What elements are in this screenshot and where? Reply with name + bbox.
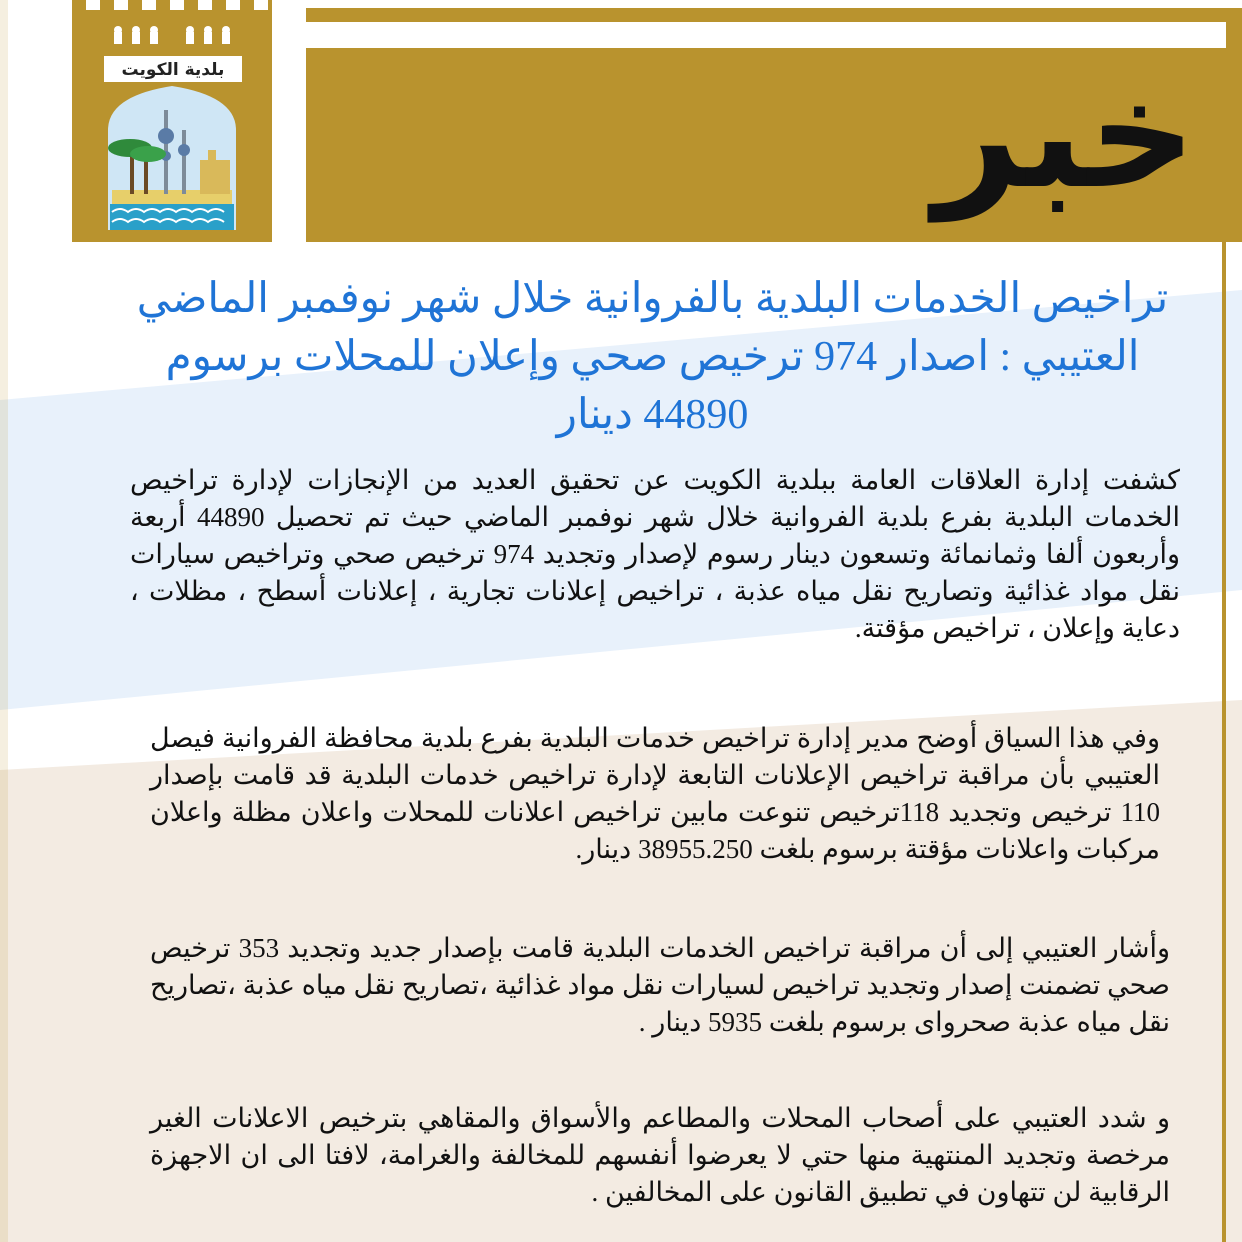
kuwait-municipality-logo [72,0,272,242]
gold-right-rule [1222,242,1226,1242]
body-paragraph-2: وفي هذا السياق أوضح مدير إدارة تراخيص خدمات البلدية بفرع بلدية محافظة الفروانية فيصل العتيبي بأن مراقبة تراخيص الإعلانات التابعة لإدارة تراخيص خدمات البلدية قد قامت بإصدار 110 ترخيص وتجديد 118ترخيص تنوعت مابين تراخيص اعلانات للمحلات واعلان مظلة واعلان مركبات واعلانات مؤقتة برسوم بلغت 38955.250 دينار. [150,723,1161,864]
gold-right-stripe [1226,8,1242,242]
headline-line-1: تراخيص الخدمات البلدية بالفروانية خلال شهر نوفمبر الماضي [136,276,1169,322]
body-paragraph-3: وأشار العتيبي إلى أن مراقبة تراخيص الخدمات البلدية قامت بإصدار جديد وتجديد 353 ترخيص صحي تضمنت إصدار وتجديد تراخيص لسيارات نقل مواد غذائية ،تصاريح نقل مياه عذبة ،تصاريح نقل مياه عذبة صحرواى برسوم بلغت 5935 دينار . [150,933,1171,1037]
gold-left-rule [0,0,8,1242]
logo-label: بلدية الكويت [121,60,225,80]
headline [130,270,1175,444]
gold-top-bar [306,8,1242,22]
body-paragraph-1: كشفت إدارة العلاقات العامة ببلدية الكويت عن تحقيق العديد من الإنجازات لإدارة تراخيص الخدمات البلدية بفرع بلدية الفروانية خلال شهر نوفمبر الماضي حيث تم تحصيل 44890 أربعة وأربعون ألفا وثمانمائة وتسعون دينار رسوم لإصدار وتجديد 974 ترخيص صحي وتراخيص سيارات نقل مواد غذائية وتصاريح نقل مياه عذبة ، تراخيص إعلانات تجارية ، إعلانات أسطح ، مظلات ، دعاية وإعلان ، تراخيص مؤقتة. [130,465,1181,643]
news-tag-title: خبر [933,48,1197,222]
headline-line-2: العتيبي : اصدار 974 ترخيص صحي وإعلان للمحلات برسوم [165,334,1140,380]
headline-line-3: 44890 دينار [556,392,749,438]
body-paragraph-4: و شدد العتيبي على أصحاب المحلات والمطاعم والأسواق والمقاهي بترخيص الاعلانات الغير مرخصة وتجديد المنتهية منها حتي لا يعرضوا أنفسهم للمخالفة والغرامة، لافتا الى ان الاجهزة الرقابية لن تتهاون في تطبيق القانون على المخالفين . [150,1103,1170,1207]
